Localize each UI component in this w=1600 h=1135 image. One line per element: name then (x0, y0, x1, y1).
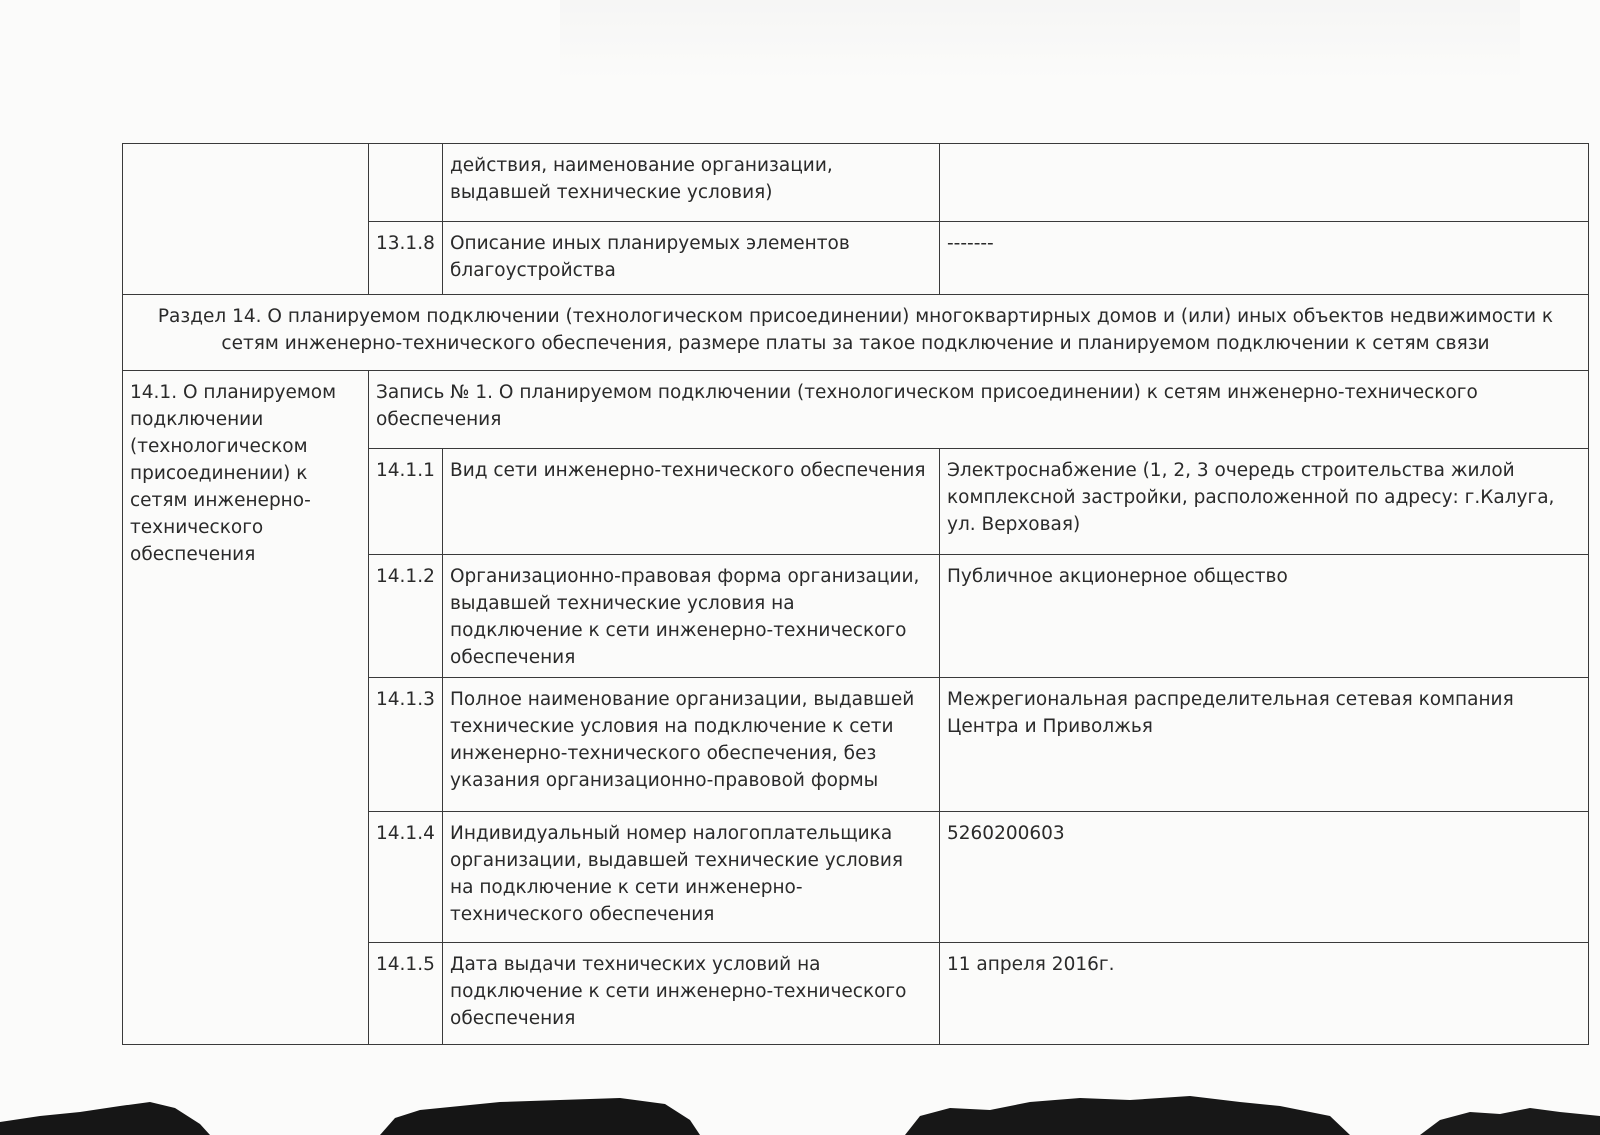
row-number: 14.1.2 (369, 555, 443, 678)
row-value: 11 апреля 2016г. (940, 943, 1589, 1045)
row-value: ------- (940, 222, 1589, 295)
table-row (123, 144, 1589, 222)
disclosure-table (122, 143, 1589, 1045)
row-value: Электроснабжение (1, 2, 3 очередь строительства жилой комплексной застройки, расположенной по адресу: г.Калуга, ул. Верховая) (940, 449, 1589, 555)
row-label: Описание иных планируемых элементов благоустройства (443, 222, 940, 295)
scan-top-noise (560, 0, 1520, 80)
group-cell-13 (123, 144, 369, 295)
smudge-center-left (380, 1098, 700, 1135)
record-title: Запись № 1. О планируемом подключении (технологическом присоединении) к сетям инженерно-технического обеспечения (369, 371, 1589, 449)
row-value: Межрегиональная распределительная сетевая компания Центра и Приволжья (940, 678, 1589, 812)
row-label: Индивидуальный номер налогоплательщика организации, выдавшей технические условия на подключение к сети инженерно-технического обеспечения (443, 812, 940, 943)
row-value: 5260200603 (940, 812, 1589, 943)
smudge-right (1420, 1108, 1600, 1135)
section-title: Раздел 14. О планируемом подключении (технологическом присоединении) многоквартирных домов и (или) иных объектов недвижимости к сетям инженерно-технического обеспечения, размере платы за такое подключение и планируемом подключении к сетям связи (123, 295, 1589, 371)
row-number: 14.1.5 (369, 943, 443, 1045)
row-label: Дата выдачи технических условий на подключение к сети инженерно-технического обеспечения (443, 943, 940, 1045)
row-number: 14.1.4 (369, 812, 443, 943)
section-row (123, 295, 1589, 371)
row-number: 13.1.8 (369, 222, 443, 295)
smudge-left (0, 1102, 210, 1135)
scan-edge-smudges (0, 1072, 1600, 1135)
row-label: Полное наименование организации, выдавшей технические условия на подключение к сети инженерно-технического обеспечения, без указания организационно-правовой формы (443, 678, 940, 812)
row-value (940, 144, 1589, 222)
row-label: Вид сети инженерно-технического обеспечения (443, 449, 940, 555)
row-value: Публичное акционерное общество (940, 555, 1589, 678)
row-label: действия, наименование организации, выдавшей технические условия) (443, 144, 940, 222)
row-number: 14.1.3 (369, 678, 443, 812)
smudge-center-right (905, 1096, 1350, 1135)
row-number: 14.1.1 (369, 449, 443, 555)
group-cell-14-1: 14.1. О планируемом подключении (технологическом присоединении) к сетям инженерно-технического обеспечения (123, 371, 369, 1045)
record-row (123, 371, 1589, 449)
row-label: Организационно-правовая форма организации, выдавшей технические условия на подключение к сети инженерно-технического обеспечения (443, 555, 940, 678)
row-number (369, 144, 443, 222)
